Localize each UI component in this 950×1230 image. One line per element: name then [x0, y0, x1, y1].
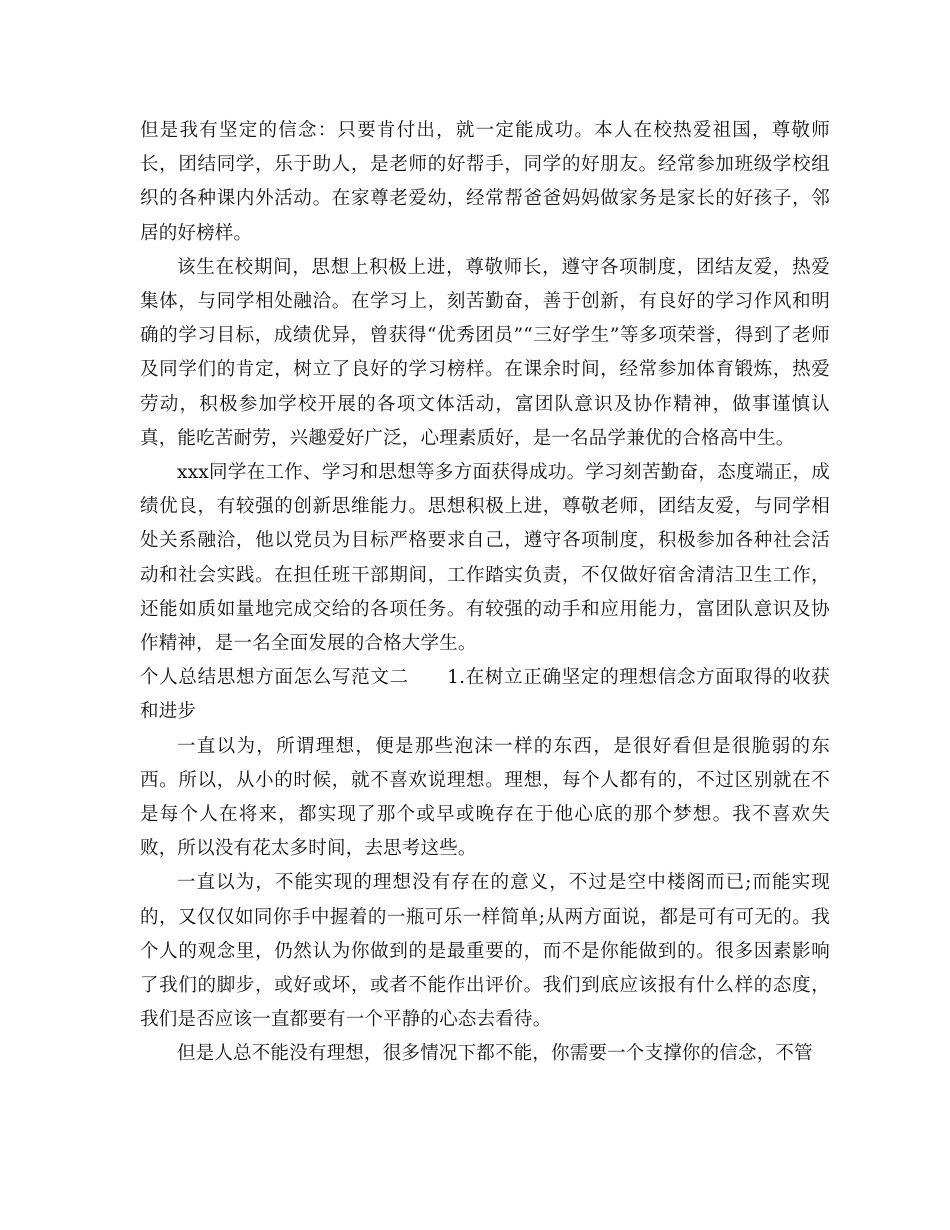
paragraph: 一直以为，不能实现的理想没有存在的意义，不过是空中楼阁而已;而能实现的，又仅仅如同你手中握着的一瓶可乐一样简单;从两方面说，都是可有可无的。我个人的观念里，仍然认为你做到的是最重要的，而不是你能做到的。很多因素影响了我们的脚步，或好或坏，或者不能作出评价。我们到底应该报有什么样的态度，我们是否应该一直都要有一个平静的心态去看待。: [140, 872, 830, 1031]
section-heading: 个人总结思想方面怎么写范文二 1.在树立正确坚定的理想信念方面取得的收获和进步: [140, 667, 830, 723]
paragraph: 该生在校期间，思想上积极上进，尊敬师长，遵守各项制度，团结友爱，热爱集体，与同学相处融洽。在学习上，刻苦勤奋，善于创新，有良好的学习作风和明确的学习目标，成绩优异，曾获得“优秀团员”“三好学生”等多项荣誉，得到了老师及同学们的肯定，树立了良好的学习榜样。在课余时间，经常参加体育锻炼，热爱劳动，积极参加学校开展的各项文体活动，富团队意识及协作精神，做事谨慎认真，能吃苦耐劳，兴趣爱好广泛，心理素质好，是一名品学兼优的合格高中生。: [140, 256, 830, 449]
paragraph: 但是人总不能没有理想，很多情况下都不能，你需要一个支撑你的信念，不管: [177, 1043, 813, 1065]
paragraph: 一直以为，所谓理想，便是那些泡沫一样的东西，是很好看但是很脆弱的东西。所以，从小的时候，就不喜欢说理想。理想，每个人都有的，不过区别就在不是每个人在将来，都实现了那个或早或晚存在于他心底的那个梦想。我不喜欢失败，所以没有花太多时间，去思考这些。: [140, 735, 830, 860]
paragraph: 但是我有坚定的信念：只要肯付出，就一定能成功。本人在校热爱祖国，尊敬师长，团结同学，乐于助人，是老师的好帮手，同学的好朋友。经常参加班级学校组织的各种课内外活动。在家尊老爱幼，经常帮爸爸妈妈做家务是家长的好孩子，邻居的好榜样。: [140, 120, 830, 244]
paragraph: xxx同学在工作、学习和思想等多方面获得成功。学习刻苦勤奋，态度端正，成绩优良，有较强的创新思维能力。思想积极上进，尊敬老师，团结友爱，与同学相处关系融洽，他以党员为目标严格要求自己，遵守各项制度，积极参加各种社会活动和社会实践。在担任班干部期间，工作踏实负责，不仅做好宿舍清洁卫生工作，还能如质如量地完成交给的各项任务。有较强的动手和应用能力，富团队意识及协作精神，是一名全面发展的合格大学生。: [140, 462, 830, 655]
document-body: [140, 114, 830, 1072]
